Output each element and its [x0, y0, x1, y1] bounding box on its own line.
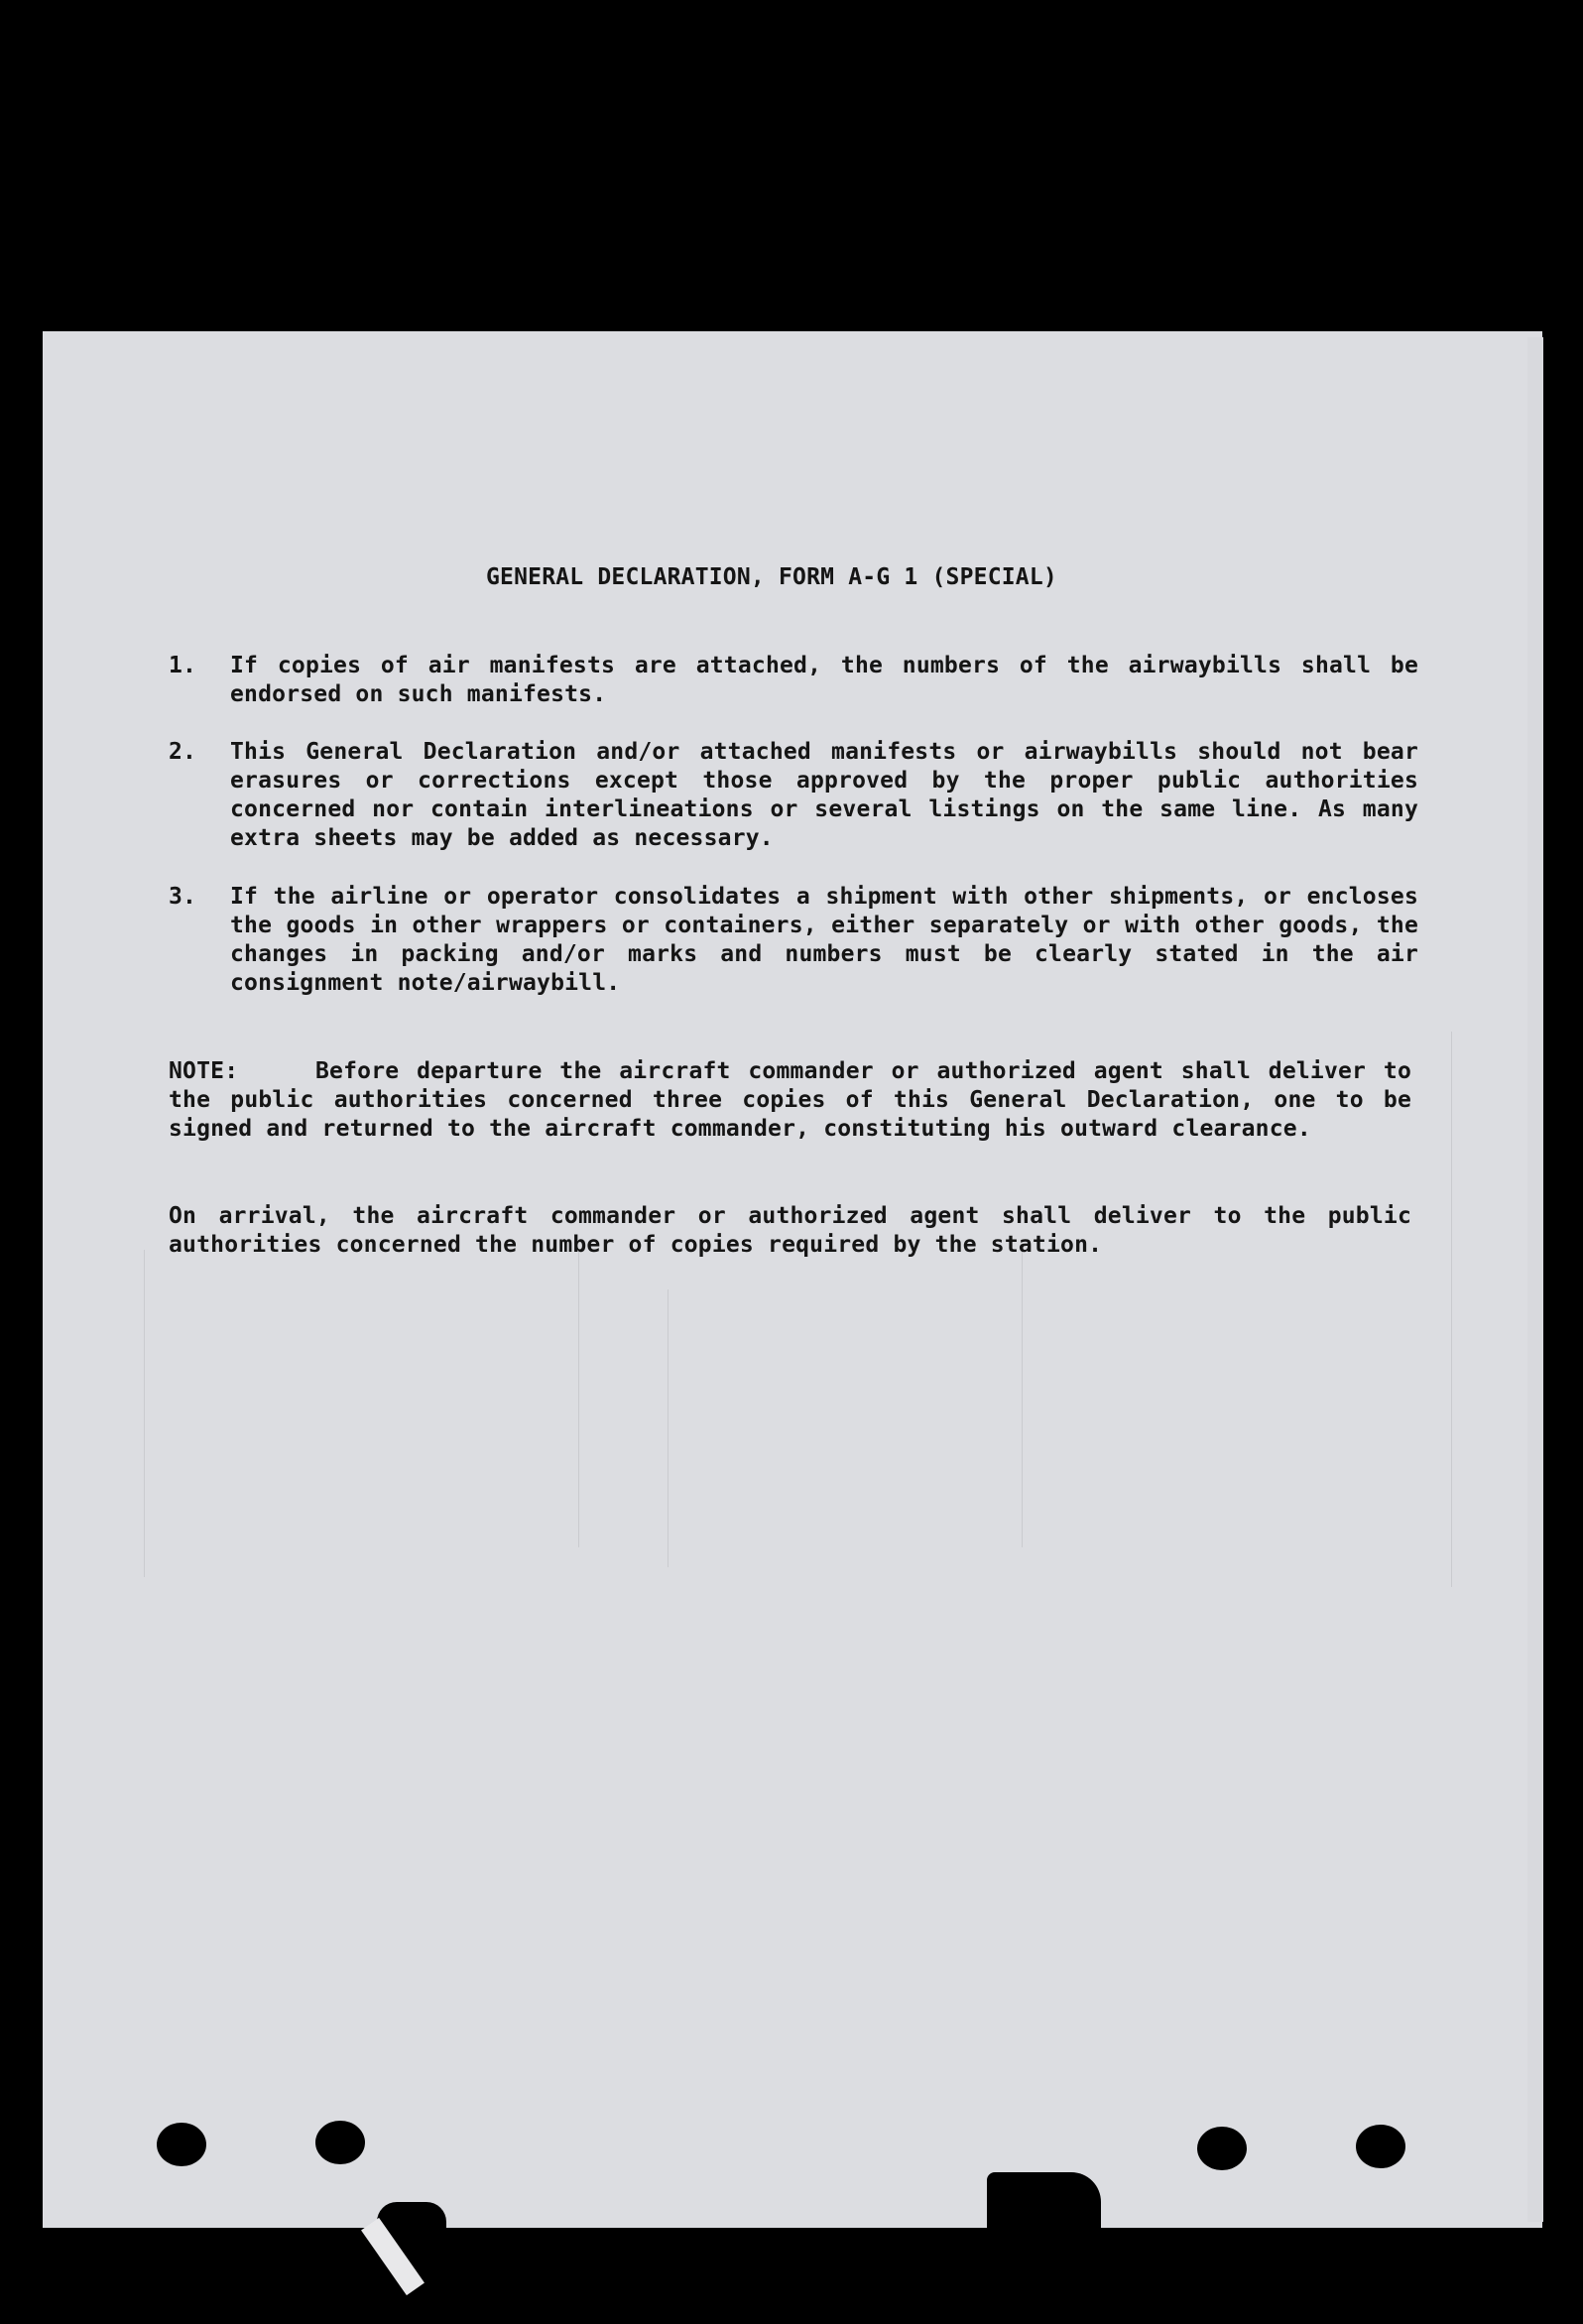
document-page	[43, 331, 1542, 2228]
punch-hole	[1197, 2127, 1247, 2170]
item-text: This General Declaration and/or attached manifests or airwaybills should not bear erasures or corrections except those approved by the proper public authorities concerned nor contain interlineations or several listings on the same line. As many extra sheets may be added as necessary.	[230, 739, 1418, 851]
item-number: 3.	[169, 884, 197, 910]
instruction-item-3	[169, 883, 1418, 998]
page-edge	[1527, 337, 1543, 2222]
instruction-item-2	[169, 738, 1418, 853]
bleed-through-line	[1022, 1250, 1023, 1547]
item-number: 1.	[169, 653, 197, 678]
bleed-through-line	[578, 1250, 579, 1547]
item-number: 2.	[169, 739, 197, 765]
punch-hole	[315, 2121, 365, 2164]
bleed-through-line	[1451, 1032, 1452, 1587]
instruction-item-1	[169, 652, 1418, 709]
note-label: NOTE:	[169, 1058, 239, 1084]
bleed-through-line	[144, 1250, 145, 1577]
torn-edge	[987, 2172, 1101, 2232]
torn-edge	[377, 2202, 446, 2232]
arrival-paragraph: On arrival, the aircraft commander or authorized agent shall deliver to the public authorities concerned the number of copies required by the station.	[169, 1203, 1411, 1258]
punch-hole	[1356, 2125, 1405, 2168]
punch-hole	[157, 2123, 206, 2166]
note-text: Before departure the aircraft commander or authorized agent shall deliver to the public authorities concerned three copies of this General Declaration, one to be signed and returned to the aircraft commander, constituting his outward clearance.	[169, 1058, 1411, 1142]
item-text: If the airline or operator consolidates a shipment with other shipments, or encloses the goods in other wrappers or containers, either separately or with other goods, the changes in packing and/or marks and numbers must be clearly stated in the air consignment note/airwaybill.	[230, 884, 1418, 996]
bleed-through-line	[668, 1289, 669, 1567]
item-text: If copies of air manifests are attached, the numbers of the airwaybills shall be endorsed on such manifests.	[230, 653, 1418, 707]
form-title: GENERAL DECLARATION, FORM A-G 1 (SPECIAL)	[486, 564, 1057, 590]
note-paragraph	[169, 1057, 1411, 1144]
